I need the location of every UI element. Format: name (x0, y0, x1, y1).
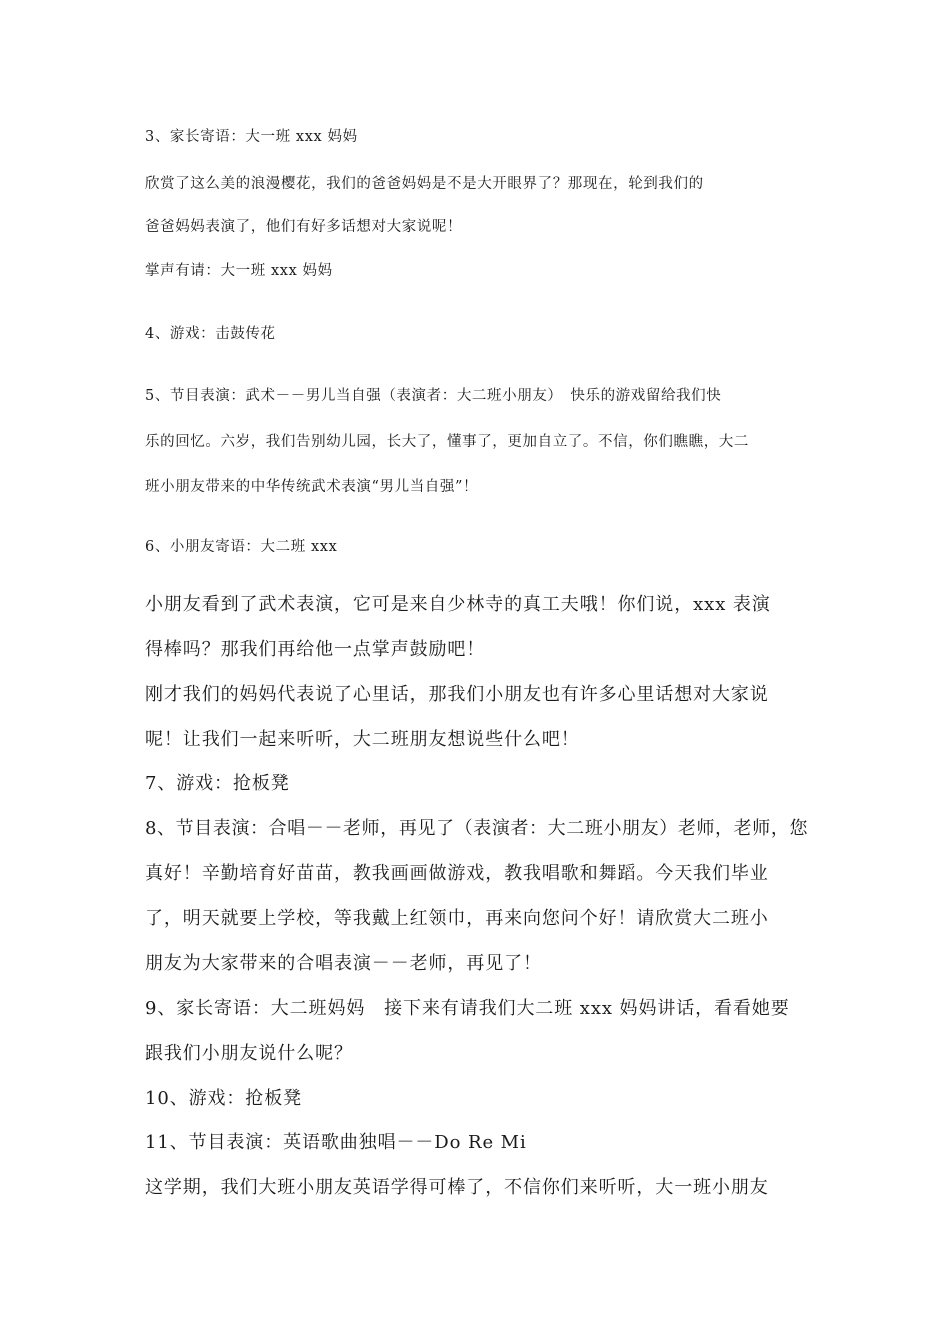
paragraph-line: 呢！让我们一起来听听，大二班朋友想说些什么吧！ (145, 729, 580, 750)
paragraph-line: 跟我们小朋友说什么呢？ (145, 1043, 353, 1064)
paragraph-line: 刚才我们的妈妈代表说了心里话，那我们小朋友也有许多心里话想对大家说 (145, 684, 769, 705)
paragraph-line: 这学期，我们大班小朋友英语学得可棒了，不信你们来听听，大一班小朋友 (145, 1177, 769, 1198)
paragraph-line: 欣赏了这么美的浪漫樱花，我们的爸爸妈妈是不是大开眼界了？那现在，轮到我们的 (145, 176, 704, 192)
section-heading-8: 8、节目表演：合唱－－老师，再见了（表演者：大二班小朋友）老师，老师，您 (145, 818, 809, 839)
section-heading-5: 5、节目表演：武术－－男儿当自强（表演者：大二班小朋友） 快乐的游戏留给我们快 (145, 388, 722, 404)
paragraph-line: 爸爸妈妈表演了，他们有好多话想对大家说呢！ (145, 219, 463, 235)
section-heading-3: 3、家长寄语：大一班 xxx 妈妈 (145, 129, 358, 145)
section-heading-4: 4、游戏：击鼓传花 (145, 326, 276, 342)
section-heading-9: 9、家长寄语：大二班妈妈 接下来有请我们大二班 xxx 妈妈讲话，看看她要 (145, 998, 790, 1019)
section-heading-7: 7、游戏：抢板凳 (145, 773, 290, 794)
paragraph-line: 小朋友看到了武术表演，它可是来自少林寺的真工夫哦！你们说，xxx 表演 (145, 594, 771, 615)
section-heading-6: 6、小朋友寄语：大二班 xxx (145, 539, 338, 555)
paragraph-line: 了，明天就要上学校，等我戴上红领巾，再来向您问个好！请欣赏大二班小 (145, 908, 769, 929)
section-heading-10: 10、游戏：抢板凳 (145, 1088, 303, 1109)
paragraph-line: 真好！辛勤培育好苗苗，教我画画做游戏，教我唱歌和舞蹈。今天我们毕业 (145, 863, 769, 884)
paragraph-line: 朋友为大家带来的合唱表演－－老师，再见了！ (145, 953, 542, 974)
paragraph-line: 乐的回忆。六岁，我们告别幼儿园，长大了，懂事了，更加自立了。不信，你们瞧瞧，大二 (145, 434, 749, 450)
section-heading-11: 11、节目表演：英语歌曲独唱－－Do Re Mi (145, 1132, 527, 1153)
paragraph-line: 班小朋友带来的中华传统武术表演“男儿当自强”！ (145, 479, 479, 495)
paragraph-line: 得棒吗？那我们再给他一点掌声鼓励吧！ (145, 639, 486, 660)
paragraph-line: 掌声有请：大一班 xxx 妈妈 (145, 263, 333, 279)
